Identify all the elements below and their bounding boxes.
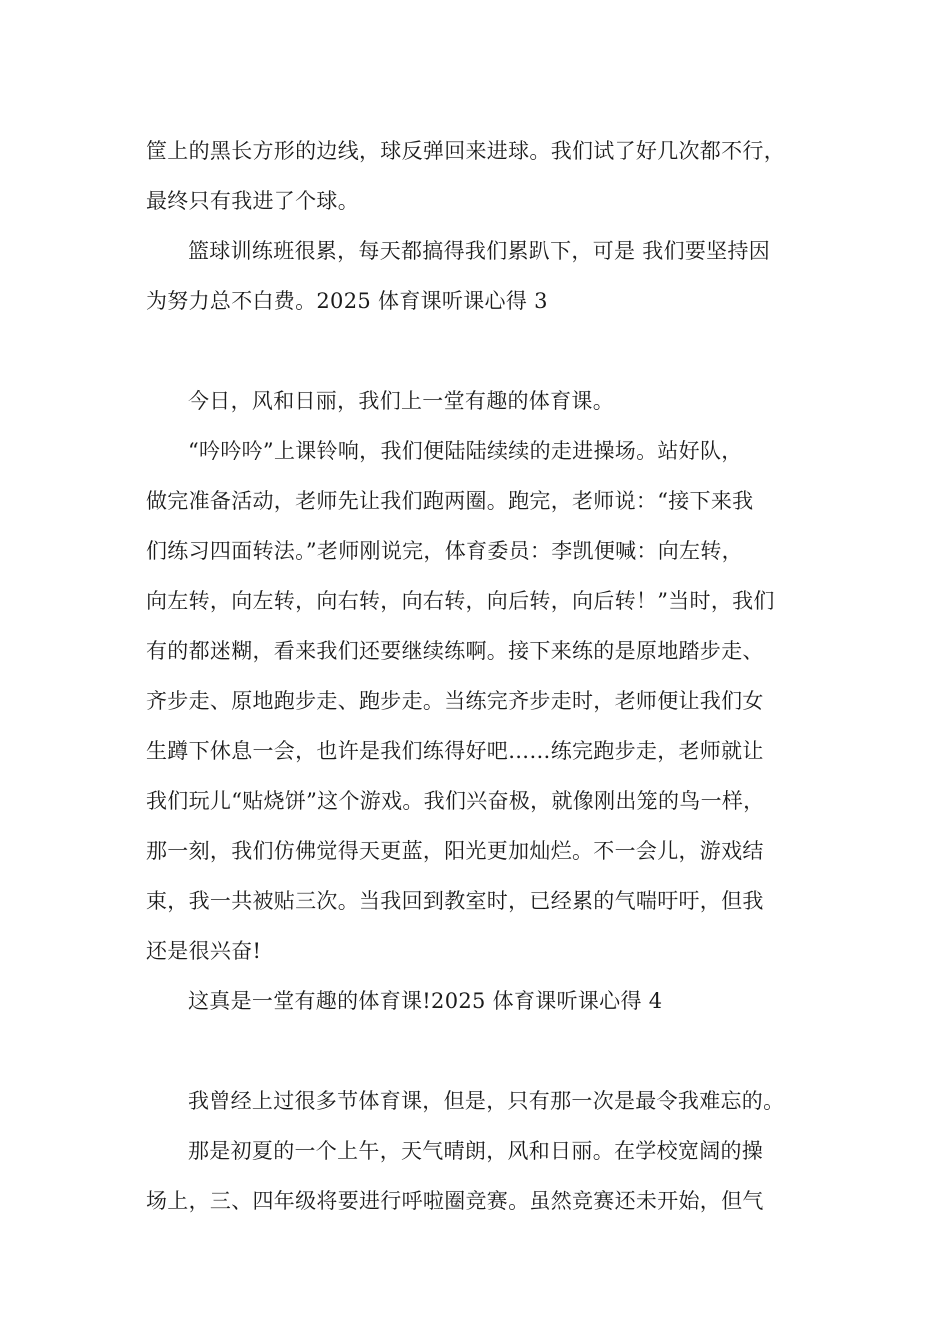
text-line: 今日，风和日丽，我们上一堂有趣的体育课。	[188, 389, 614, 413]
text-line: 们练习四面转法。”老师刚说完，体育委员：李凯便喊：向左转，	[146, 539, 743, 563]
text-line: 这真是一堂有趣的体育课!2025 体育课听课心得 4	[188, 989, 663, 1013]
text-line: 那是初夏的一个上午，天气晴朗，风和日丽。在学校宽阔的操	[188, 1139, 764, 1163]
text-line: 我曾经上过很多节体育课，但是，只有那一次是最令我难忘的。	[188, 1089, 785, 1113]
text-line: 生蹲下休息一会，也许是我们练得好吧……练完跑步走，老师就让	[146, 739, 764, 763]
text-line: 我们玩儿“贴烧饼”这个游戏。我们兴奋极，就像刚出笼的鸟一样，	[146, 789, 765, 813]
text-line: 束，我一共被贴三次。当我回到教室时，已经累的气喘吁吁，但我	[146, 889, 764, 913]
text-line: 为努力总不白费。2025 体育课听课心得 3	[146, 289, 548, 313]
text-line: 筐上的黑长方形的边线，球反弹回来进球。我们试了好几次都不行，	[146, 139, 785, 163]
text-line: 齐步走、原地跑步走、跑步走。当练完齐步走时，老师便让我们女	[146, 689, 764, 713]
text-line: 向左转，向左转，向右转，向右转，向后转，向后转！”当时，我们	[146, 589, 775, 613]
text-line: 做完准备活动，老师先让我们跑两圈。跑完，老师说：“接下来我	[146, 489, 754, 513]
text-line: 还是很兴奋!	[146, 939, 262, 963]
text-line: 有的都迷糊，看来我们还要继续练啊。接下来练的是原地踏步走、	[146, 639, 764, 663]
text-line: 最终只有我进了个球。	[146, 189, 359, 213]
text-line: 场上，三、四年级将要进行呼啦圈竞赛。虽然竞赛还未开始，但气	[146, 1189, 764, 1213]
text-line: 篮球训练班很累，每天都搞得我们累趴下，可是 我们要坚持因	[188, 239, 771, 263]
text-line: 那一刻，我们仿佛觉得天更蓝，阳光更加灿烂。不一会儿，游戏结	[146, 839, 764, 863]
text-line: “吟吟吟”上课铃响，我们便陆陆续续的走进操场。站好队，	[188, 439, 743, 463]
